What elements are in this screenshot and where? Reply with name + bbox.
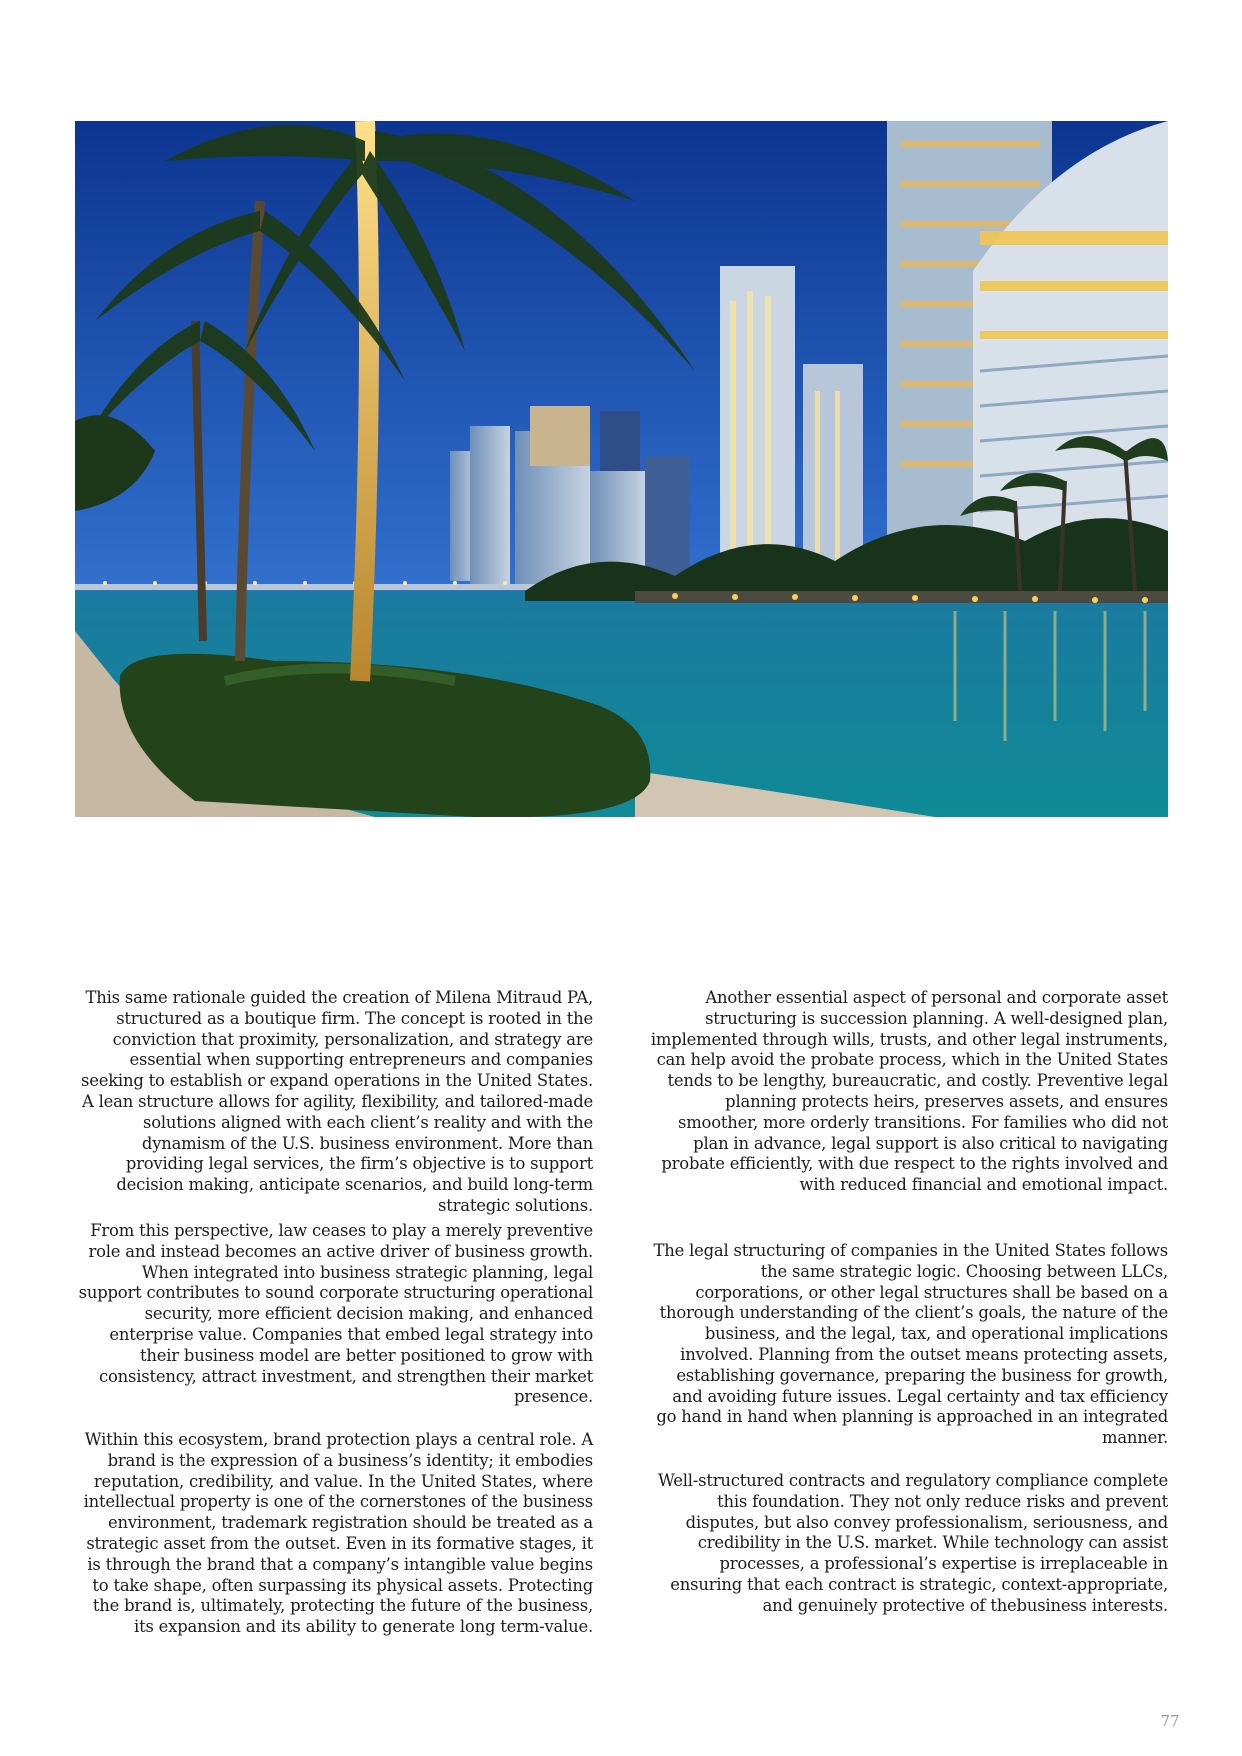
article-paragraph-boutique-firm [75, 988, 593, 1217]
paragraph-text: This same rationale guided the creation of Milena Mitraud PA, structured as a boutique firm. The concept is rooted in the conviction that proximity, personalization, and strategy are essential when supporting entrepreneurs and companies seeking to establish or expand operations in the United States. A lean structure allows for agility, flexibility, and tailored-made solutions aligned with each client’s reality and with the dynamism of the U.S. business environment. More than providing legal services, the firm’s objective is to support decision making, anticipate scenarios, and build long-term strategic solutions. [80, 988, 593, 1215]
page-number: 77 [1160, 1712, 1180, 1730]
article-paragraph-succession-planning [650, 988, 1168, 1196]
article-paragraph-company-structuring [650, 1241, 1168, 1449]
skyline-illustration [75, 121, 1168, 817]
article-paragraph-law-as-growth-driver [75, 1221, 593, 1408]
paragraph-text: From this perspective, law ceases to play a merely preventive role and instead becomes an active driver of business growth. When integrated into business strategic planning, legal support contributes to sound corporate structuring operational security, more efficient decision making, and enhanced enterprise value. Companies that embed legal strategy into their business model are better positioned to grow with consistency, attract investment, and strengthen their market presence. [78, 1221, 593, 1407]
skyline-photo [75, 121, 1168, 817]
paragraph-text: Another essential aspect of personal and corporate asset structuring is succession planning. A well-designed plan, implemented through wills, trusts, and other legal instruments, can help avoid the probate process, which in the United States tends to be lengthy, bureaucratic, and costly. Preventive legal planning protects heirs, preserves assets, and ensures smoother, more orderly transitions. For families who did not plan in advance, legal support is also critical to navigating probate efficiently, with due respect to the rights involved and with reduced financial and emotional impact. [650, 988, 1168, 1195]
article-paragraph-brand-protection [75, 1430, 593, 1638]
paragraph-text: Well-structured contracts and regulatory compliance complete this foundation. They not only reduce risks and prevent disputes, but also convey professionalism, seriousness, and credibility in the U.S. market. While technology can assist processes, a professional’s expertise is irreplaceable in ensuring that each contract is strategic, context-appropriate, and genuinely protective of thebusiness interests. [657, 1471, 1168, 1615]
paragraph-text: The legal structuring of companies in the United States follows the same strategic logic. Choosing between LLCs, corporations, or other legal structures shall be based on a thorough understanding of the client’s goals, the nature of the business, and the legal, tax, and operational implications involved. Planning from the outset means protecting assets, establishing governance, preparing the business for growth, and avoiding future issues. Legal certainty and tax efficiency go hand in hand when planning is approached in an integrated manner. [653, 1241, 1168, 1448]
article-paragraph-contracts-compliance [650, 1471, 1168, 1617]
paragraph-text: Within this ecosystem, brand protection plays a central role. A brand is the expression of a business’s identity; it embodies reputation, credibility, and value. In the United States, where intellectual property is one of the cornerstones of the business environment, trademark registration should be treated as a strategic asset from the outset. Even in its formative stages, it is through the brand that a company’s intangible value begins to take shape, often surpassing its physical assets. Protecting the brand is, ultimately, protecting the future of the business, its expansion and its ability to generate long term-value. [83, 1430, 593, 1637]
